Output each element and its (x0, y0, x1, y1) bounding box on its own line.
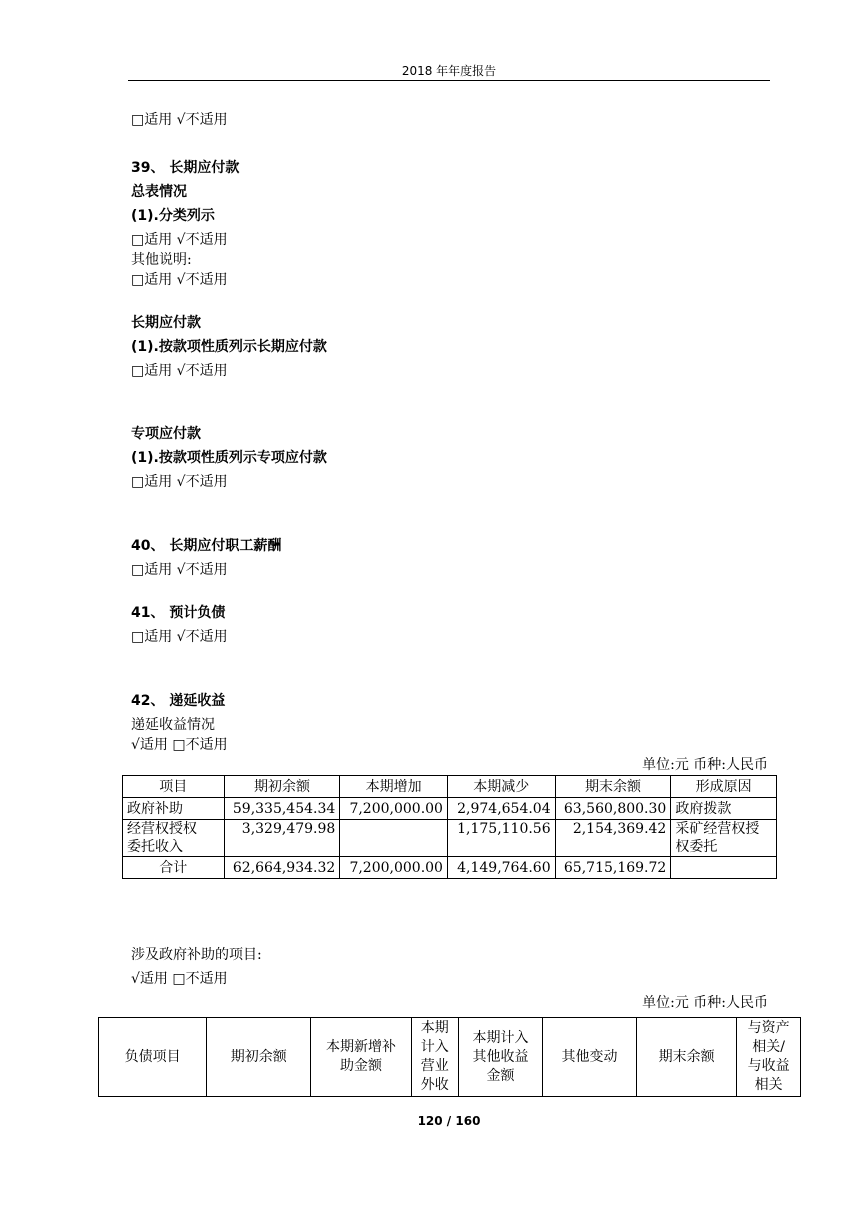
table-header-cell: 本期减少 (447, 776, 555, 798)
table-cell-reason (671, 820, 777, 857)
header-rule (128, 80, 770, 81)
s38-status: □适用 √不适用 (131, 112, 228, 128)
cell-line: 负债项目 (124, 1048, 181, 1065)
cell-line: 期末余额 (658, 1048, 715, 1065)
s40-status: □适用 √不适用 (131, 562, 228, 578)
s42-title: 42、 递延收益 (131, 693, 226, 709)
table-cell-decrease: 2,974,654.04 (447, 798, 555, 820)
table-row (123, 820, 777, 857)
s42-subtitle: 递延收益情况 (131, 717, 215, 733)
cell-line: 采矿经营权授 (675, 821, 760, 837)
cell-line: 外收 (420, 1077, 449, 1093)
table-cell-decrease: 1,175,110.56 (447, 820, 555, 857)
table-cell-item: 政府补助 (123, 798, 225, 820)
table-cell-opening: 62,664,934.32 (224, 857, 340, 879)
long-term-payable-heading: 长期应付款 (131, 315, 201, 331)
s39-other-note-status: □适用 √不适用 (131, 272, 228, 288)
table-header-cell: 项目 (123, 776, 225, 798)
table-header-cell (543, 1018, 637, 1097)
cell-line: 金额 (486, 1067, 515, 1084)
cell-line: 本期 (420, 1020, 449, 1036)
page-header-title: 2018 年年度报告 (401, 64, 497, 78)
table-cell-increase (340, 820, 448, 857)
cell-line: 营业 (420, 1058, 449, 1074)
cell-line: 本期计入 (472, 1029, 529, 1046)
table-cell-item: 合计 (123, 857, 225, 879)
s39-classified-heading: (1).分类列示 (131, 208, 215, 224)
table-cell-closing: 2,154,369.42 (555, 820, 671, 857)
s39-summary-heading: 总表情况 (131, 184, 187, 200)
table-cell-opening: 3,329,479.98 (224, 820, 340, 857)
cell-line: 经营权授权 (127, 821, 197, 837)
table-header-cell (459, 1018, 543, 1097)
cell-line: 助金额 (339, 1058, 382, 1074)
table-total-row (123, 857, 777, 879)
table-cell-reason: 政府拨款 (671, 798, 777, 820)
cell-line: 本期新增补 (325, 1039, 396, 1055)
gov-subsidy-table (98, 1017, 801, 1097)
table-header-cell (99, 1018, 207, 1097)
s41-status: □适用 √不适用 (131, 629, 228, 645)
cell-line: 权委托 (675, 839, 718, 855)
s42-unit-label: 单位:元 币种:人民币 (642, 757, 768, 773)
table-header-cell: 期末余额 (555, 776, 671, 798)
table-header-cell (737, 1018, 801, 1097)
table-cell-closing: 65,715,169.72 (555, 857, 671, 879)
cell-line: 与收益 (747, 1058, 790, 1074)
table-header-cell: 期初余额 (224, 776, 340, 798)
s40-title: 40、 长期应付职工薪酬 (131, 538, 282, 554)
s41-title: 41、 预计负债 (131, 605, 226, 621)
table-cell-increase: 7,200,000.00 (340, 857, 448, 879)
table-header-cell: 本期增加 (340, 776, 448, 798)
page-number: 120 / 160 (417, 1114, 481, 1128)
table-header-cell (207, 1018, 311, 1097)
cell-line: 委托收入 (127, 839, 183, 855)
cell-line: 相关/ (752, 1039, 785, 1055)
table-header-row (123, 776, 777, 798)
cell-line: 其他收益 (472, 1048, 529, 1065)
cell-line: 期初余额 (230, 1048, 287, 1065)
special-payable-heading: 专项应付款 (131, 426, 201, 442)
by-nature-status: □适用 √不适用 (131, 363, 228, 379)
s39-other-note-label: 其他说明: (131, 252, 192, 268)
by-nature-heading: (1).按款项性质列示长期应付款 (131, 339, 327, 355)
s39-classified-status: □适用 √不适用 (131, 232, 228, 248)
gov-unit-label: 单位:元 币种:人民币 (642, 995, 768, 1011)
s39-title: 39、 长期应付款 (131, 160, 240, 176)
table-header-cell (311, 1018, 411, 1097)
special-by-nature-status: □适用 √不适用 (131, 474, 228, 490)
gov-subsidy-heading: 涉及政府补助的项目: (131, 947, 262, 963)
cell-line: 计入 (420, 1039, 449, 1055)
table-header-row (99, 1018, 801, 1097)
table-header-cell (411, 1018, 459, 1097)
deferred-income-table (122, 775, 777, 879)
table-cell-opening: 59,335,454.34 (224, 798, 340, 820)
cell-line: 其他变动 (561, 1048, 618, 1065)
table-header-cell: 形成原因 (671, 776, 777, 798)
table-cell-item (123, 820, 225, 857)
special-by-nature-heading: (1).按款项性质列示专项应付款 (131, 450, 327, 466)
table-header-cell (637, 1018, 737, 1097)
s42-status: √适用 □不适用 (131, 737, 228, 753)
cell-line: 与资产 (747, 1020, 790, 1036)
table-row (123, 798, 777, 820)
table-cell-increase: 7,200,000.00 (340, 798, 448, 820)
table-cell-closing: 63,560,800.30 (555, 798, 671, 820)
cell-line: 相关 (754, 1077, 783, 1093)
gov-subsidy-status: √适用 □不适用 (131, 971, 228, 987)
table-cell-reason (671, 857, 777, 879)
table-cell-decrease: 4,149,764.60 (447, 857, 555, 879)
